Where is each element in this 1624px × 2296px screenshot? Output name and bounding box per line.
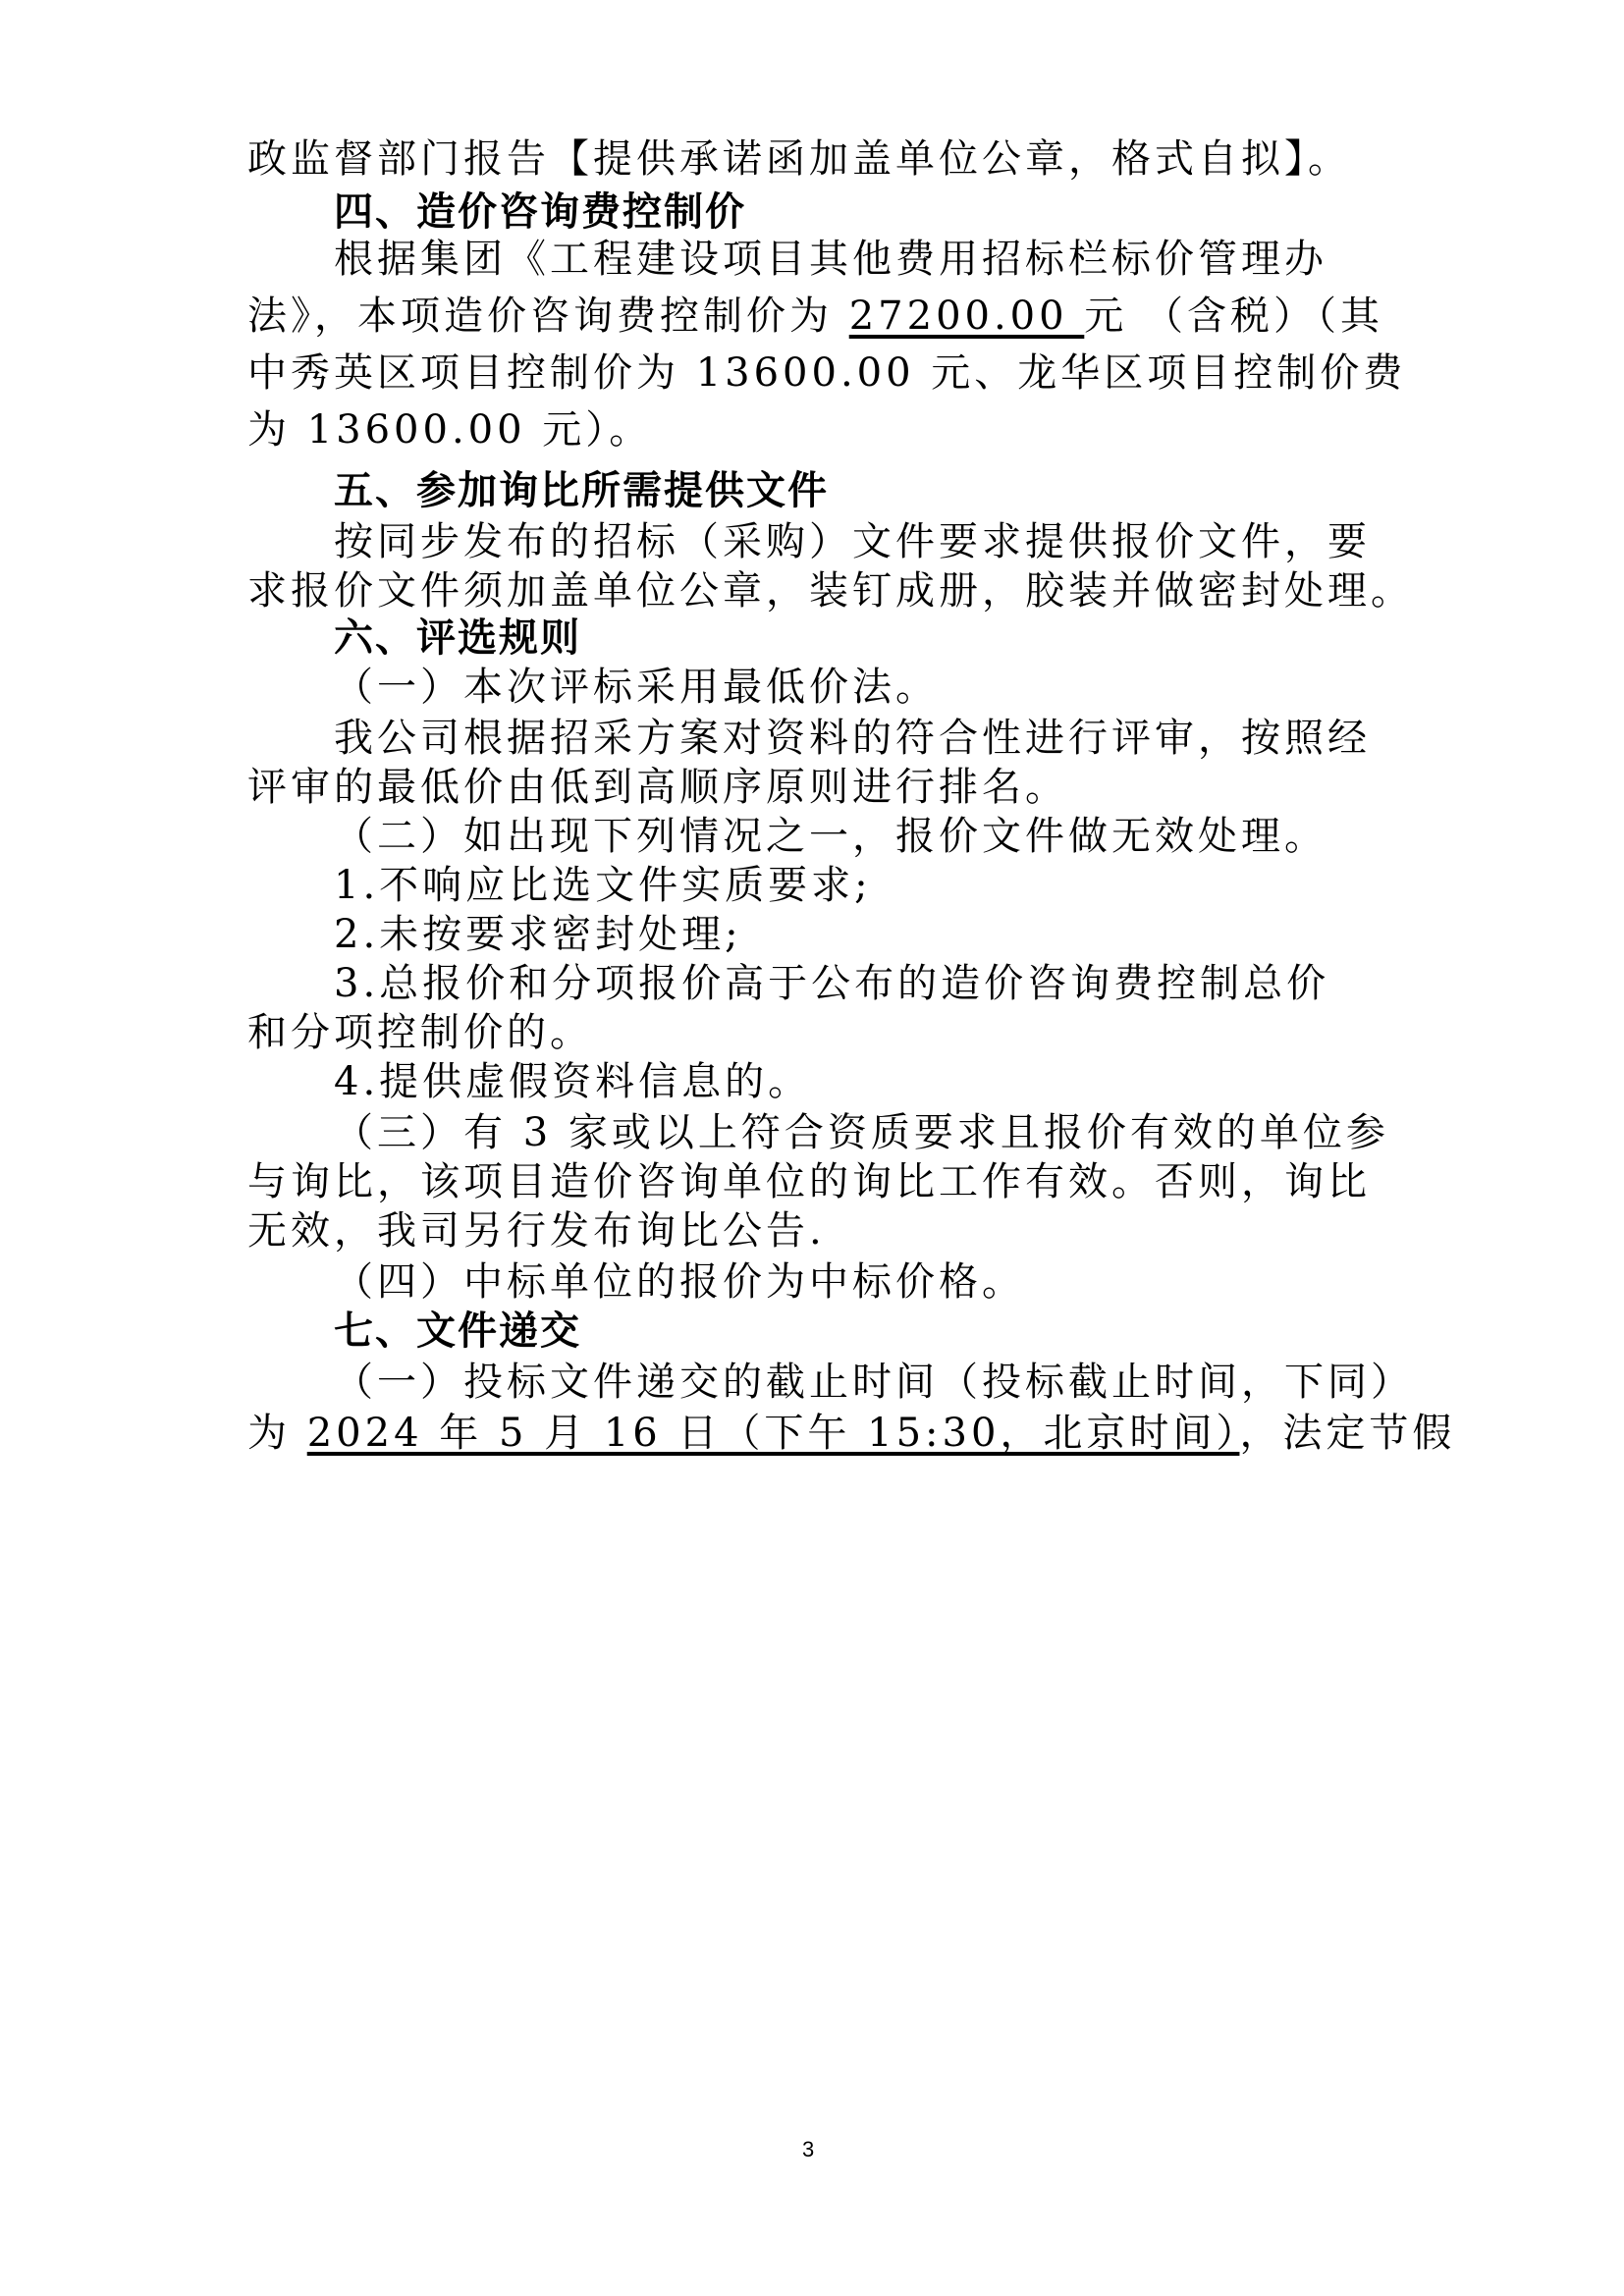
paragraph-line: 评审的最低价由低到高顺序原则进行排名。 (247, 765, 1068, 810)
paragraph-line: （四）中标单位的报价为中标价格。 (334, 1259, 1025, 1305)
list-item: 1.不响应比选文件实质要求; (334, 863, 872, 908)
list-item: 3.总报价和分项报价高于公布的造价咨询费控制总价 (334, 961, 1330, 1006)
section-heading-5: 五、参加询比所需提供文件 (334, 468, 829, 513)
deadline-value: 2024 年 5 月 16 日（下午 15:30，北京时间） (306, 1411, 1240, 1456)
section-heading-6: 六、评选规则 (334, 615, 581, 661)
section-heading-7: 七、文件递交 (334, 1308, 581, 1354)
paragraph-line: 中秀英区项目控制价为 13600.00 元、龙华区项目控制价费 (247, 350, 1407, 396)
text-run: ，法定节假 (1239, 1411, 1456, 1456)
list-item: 4.提供虚假资料信息的。 (334, 1059, 812, 1104)
paragraph-line (247, 293, 1386, 340)
paragraph-line: 求报价文件须加盖单位公章，装钉成册，胶装并做密封处理。 (247, 568, 1414, 614)
paragraph-line: （二）如出现下列情况之一，报价文件做无效处理。 (334, 814, 1327, 859)
paragraph-line: （三）有 3 家或以上符合资质要求且报价有效的单位参 (334, 1110, 1389, 1155)
list-item: 2.未按要求密封处理; (334, 912, 742, 957)
paragraph-line: 根据集团《工程建设项目其他费用招标栏标价管理办 (334, 237, 1327, 282)
section-heading-4: 四、造价咨询费控制价 (334, 189, 746, 235)
paragraph-line: （一）本次评标采用最低价法。 (334, 665, 939, 710)
paragraph-line: 政监督部门报告【提供承诺函加盖单位公章，格式自拟】。 (247, 136, 1351, 182)
paragraph-line: 和分项控制价的。 (247, 1010, 593, 1055)
paragraph-line: 与询比，该项目造价咨询单位的询比工作有效。否则，询比 (247, 1159, 1371, 1204)
text-run: 为 (247, 1411, 307, 1456)
paragraph-line (247, 1410, 1456, 1457)
paragraph-line: 按同步发布的招标（采购）文件要求提供报价文件，要 (334, 519, 1371, 564)
paragraph-line: 无效，我司另行发布询比公告. (247, 1208, 826, 1254)
text-run: 法》，本项造价咨询费控制价为 (247, 294, 849, 339)
paragraph-line: 为 13600.00 元）。 (247, 407, 653, 453)
page-number: 3 (802, 2137, 815, 2162)
control-price-value: 27200.00 (848, 294, 1085, 339)
paragraph-line: 我公司根据招采方案对资料的符合性进行评审，按照经 (334, 716, 1371, 761)
text-run: 元 （含税）（其 (1084, 294, 1384, 339)
paragraph-line: （一）投标文件递交的截止时间（投标截止时间，下同） (334, 1360, 1414, 1405)
